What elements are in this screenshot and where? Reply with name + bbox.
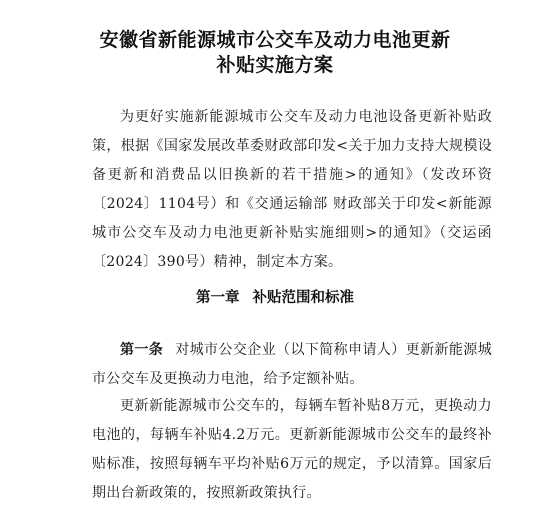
chapter-title: 补贴范围和标准	[252, 290, 355, 306]
article-1-text: 对城市公交企业（以下简称申请人）更新新能源城市公交车及更换动力电池，给予定额补贴。	[92, 342, 492, 387]
document-title-line-2: 补贴实施方案	[216, 54, 334, 76]
preamble-paragraph: 为更好实施新能源城市公交车及动力电池设备更新补贴政策，根据《国家发展改革委财政部印发<关于加力支持大规模设备更新和消费品以旧换新的若干措施>的通知》（发改环资〔2024〕1104号）和《交通运输部 财政部关于印发<新能源城市公交车及动力电池更新补贴实施细则>的通知》（交运函〔2024〕390号）精神，制定本方案。	[92, 109, 492, 270]
subsidy-standard-paragraph: 更新新能源城市公交车的，每辆车暂补贴8万元，更换动力电池的，每辆车补贴4.2万元。更新新能源城市公交车的最终补贴标准，按照每辆车平均补贴6万元的规定，予以清算。国家后期出台新政策的，按照新政策执行。	[92, 398, 492, 501]
chapter-heading	[40, 288, 510, 308]
article-1-label: 第一条	[120, 342, 164, 358]
chapter-number: 第一章	[195, 290, 240, 306]
document-title-line-1: 安徽省新能源城市公交车及动力电池更新	[99, 29, 451, 51]
article-1-paragraph	[92, 336, 492, 394]
